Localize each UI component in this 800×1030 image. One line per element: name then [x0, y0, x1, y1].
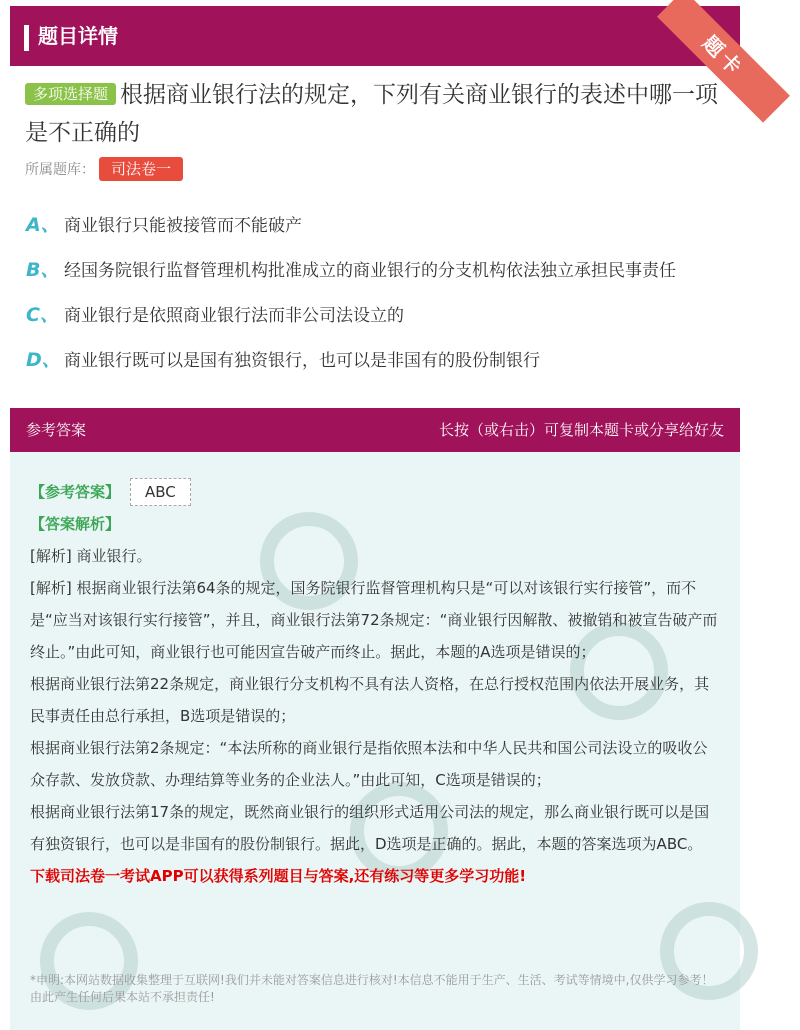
title-accent-bar [24, 25, 29, 51]
analysis-paragraph: [解析] 根据商业银行法第64条的规定，国务院银行监督管理机构只是“可以对该银行实行接管”，而不是“应当对该银行实行接管”，并且，商业银行法第72条规定：“商业银行因解散、被撤销和被宣告破产而终止。”由此可知，商业银行也可能因宣告破产而终止。据此，本题的A选项是错误的； [30, 579, 718, 661]
answer-header-label: 参考答案 [26, 421, 87, 439]
reference-answer-row [30, 476, 720, 508]
option-a[interactable] [26, 212, 302, 239]
analysis-paragraph: [解析] 商业银行。 [30, 547, 152, 565]
reference-answer-value[interactable]: ABC [130, 478, 191, 506]
option-text: 商业银行既可以是国有独资银行，也可以是非国有的股份制银行 [64, 351, 540, 371]
option-text: 经国务院银行监督管理机构批准成立的商业银行的分支机构依法独立承担民事责任 [64, 261, 676, 281]
ribbon-label: 题卡 [698, 30, 749, 82]
question-source [25, 157, 183, 183]
reference-answer-label: 【参考答案】 [30, 483, 121, 501]
option-text: 商业银行是依照商业银行法而非公司法设立的 [64, 306, 404, 326]
answer-header [10, 408, 740, 452]
option-text: 商业银行只能被接管而不能破产 [64, 216, 302, 236]
option-c[interactable] [26, 302, 404, 329]
question-type-badge: 多项选择题 [25, 83, 116, 105]
page-header [10, 6, 749, 82]
option-letter: A、 [26, 214, 60, 236]
option-letter: B、 [26, 259, 60, 281]
analysis-label: 【答案解析】 [30, 515, 121, 533]
option-b[interactable] [26, 257, 676, 284]
analysis-paragraph: 根据商业银行法第2条规定：“本法所称的商业银行是指依照本法和中华人民共和国公司法设立的吸收公众存款、发放贷款、办理结算等业务的企业法人。”由此可知，C选项是错误的； [30, 739, 708, 789]
option-d[interactable] [26, 347, 540, 374]
option-letter: C、 [26, 304, 59, 326]
question-stem: 根据商业银行法的规定，下列有关商业银行的表述中哪一项是不正确的 [25, 82, 719, 146]
analysis-paragraph: 根据商业银行法第17条的规定，既然商业银行的组织形式适用公司法的规定，那么商业银行既可以是国有独资银行，也可以是非国有的股份制银行。据此，D选项是正确的。据此，本题的答案选项为ABC。 [30, 803, 710, 853]
app-download-promo[interactable]: 下载司法卷一考试APP可以获得系列题目与答案,还有练习等更多学习功能! [30, 867, 527, 885]
answer-panel [10, 452, 740, 1030]
disclaimer: *申明:本网站数据收集整理于互联网!我们并未能对答案信息进行核对!本信息不能用于生产、生活、考试等情境中,仅供学习参考！由此产生任何后果本站不承担责任! [30, 973, 714, 1004]
answer-content [30, 476, 720, 892]
source-label: 所属题库： [25, 162, 95, 178]
option-letter: D、 [26, 349, 61, 371]
page-title: 题目详情 [38, 24, 118, 48]
question-text [25, 76, 725, 152]
copy-share-hint[interactable]: 长按（或右击）可复制本题卡或分享给好友 [438, 421, 724, 439]
analysis-paragraph: 根据商业银行法第22条规定，商业银行分支机构不具有法人资格，在总行授权范围内依法开展业务，其民事责任由总行承担，B选项是错误的； [30, 675, 710, 725]
source-tag[interactable]: 司法卷一 [99, 157, 183, 181]
